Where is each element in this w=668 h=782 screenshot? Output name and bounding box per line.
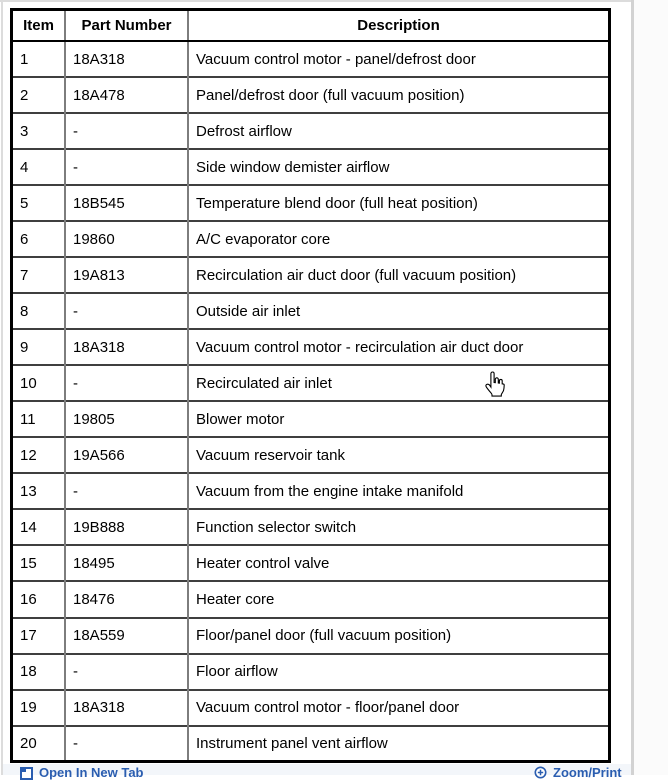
table-row — [13, 509, 608, 545]
description-cell: Recirculated air inlet — [188, 365, 608, 401]
frame-vertical-divider — [631, 0, 634, 775]
zoom-plus-icon — [534, 766, 547, 782]
item-cell: 10 — [13, 365, 65, 401]
table-row — [13, 473, 608, 509]
description-cell: Instrument panel vent airflow — [188, 726, 608, 760]
table-row — [13, 618, 608, 654]
header-item: Item — [13, 11, 65, 41]
description-cell: Floor/panel door (full vacuum position) — [188, 618, 608, 654]
new-tab-icon — [20, 767, 33, 780]
item-cell: 6 — [13, 221, 65, 257]
table-row — [13, 654, 608, 690]
part-number-cell: - — [65, 293, 188, 329]
table-row — [13, 149, 608, 185]
open-in-new-tab-link[interactable] — [20, 766, 144, 780]
description-cell: Outside air inlet — [188, 293, 608, 329]
description-cell: Heater core — [188, 581, 608, 617]
description-cell: Temperature blend door (full heat position) — [188, 185, 608, 221]
description-cell: Vacuum control motor - panel/defrost door — [188, 41, 608, 77]
item-cell: 15 — [13, 545, 65, 581]
item-cell: 13 — [13, 473, 65, 509]
item-cell: 9 — [13, 329, 65, 365]
item-cell: 4 — [13, 149, 65, 185]
table-row — [13, 545, 608, 581]
table-row — [13, 726, 608, 760]
description-cell: Vacuum control motor - recirculation air duct door — [188, 329, 608, 365]
part-number-cell: 18A478 — [65, 77, 188, 113]
part-number-cell: - — [65, 113, 188, 149]
part-number-cell: 18A318 — [65, 329, 188, 365]
open-in-new-tab-label: Open In New Tab — [39, 765, 144, 780]
item-cell: 8 — [13, 293, 65, 329]
table-row — [13, 257, 608, 293]
description-cell: Recirculation air duct door (full vacuum position) — [188, 257, 608, 293]
frame-top-border — [0, 0, 668, 2]
part-number-cell: - — [65, 654, 188, 690]
part-number-cell: 19860 — [65, 221, 188, 257]
part-number-cell: 19A813 — [65, 257, 188, 293]
part-number-cell: - — [65, 726, 188, 760]
item-cell: 3 — [13, 113, 65, 149]
description-cell: Function selector switch — [188, 509, 608, 545]
part-number-cell: 18B545 — [65, 185, 188, 221]
item-cell: 18 — [13, 654, 65, 690]
frame-left-border — [1, 0, 3, 775]
table-row — [13, 41, 608, 77]
table-row — [13, 690, 608, 726]
part-number-cell: 19805 — [65, 401, 188, 437]
part-number-cell: 18A318 — [65, 690, 188, 726]
table-row — [13, 401, 608, 437]
item-cell: 16 — [13, 581, 65, 617]
table-row — [13, 185, 608, 221]
hand-cursor-icon — [483, 370, 507, 398]
item-cell: 7 — [13, 257, 65, 293]
table-row — [13, 221, 608, 257]
table-row — [13, 113, 608, 149]
item-cell: 14 — [13, 509, 65, 545]
header-row — [13, 11, 608, 41]
item-cell: 1 — [20, 50, 29, 68]
item-cell: 11 — [13, 401, 65, 437]
part-number-cell: 19A566 — [65, 437, 188, 473]
part-number-cell: 19B888 — [65, 509, 188, 545]
table-row — [13, 365, 608, 401]
part-number-cell: - — [65, 365, 188, 401]
header-part-number: Part Number — [65, 11, 188, 41]
description-cell: Floor airflow — [188, 654, 608, 690]
part-number-cell: 18495 — [65, 545, 188, 581]
header-description: Description — [188, 11, 608, 41]
part-number-cell: 18476 — [65, 581, 188, 617]
description-cell: Heater control valve — [188, 545, 608, 581]
parts-table — [10, 8, 611, 763]
description-cell: Vacuum reservoir tank — [188, 437, 608, 473]
item-cell: 12 — [13, 437, 65, 473]
frame-right-gutter — [634, 0, 668, 775]
description-cell: Blower motor — [188, 401, 608, 437]
description-cell: A/C evaporator core — [188, 221, 608, 257]
description-cell: Defrost airflow — [188, 113, 608, 149]
description-cell: Panel/defrost door (full vacuum position) — [188, 77, 608, 113]
part-number-cell: 18A318 — [65, 41, 188, 77]
item-cell: 17 — [13, 618, 65, 654]
part-number-cell: - — [65, 473, 188, 509]
item-cell: 2 — [13, 77, 65, 113]
zoom-print-label: Zoom/Print — [553, 765, 622, 780]
table-row — [13, 581, 608, 617]
part-number-cell: - — [65, 149, 188, 185]
description-cell: Side window demister airflow — [188, 149, 608, 185]
item-cell: 19 — [13, 690, 65, 726]
table-row — [13, 293, 608, 329]
item-cell: 20 — [13, 726, 65, 760]
item-cell: 5 — [13, 185, 65, 221]
part-number-cell: 18A559 — [65, 618, 188, 654]
description-cell: Vacuum control motor - floor/panel door — [188, 690, 608, 726]
table-row — [13, 329, 608, 365]
table-row — [13, 77, 608, 113]
description-cell: Vacuum from the engine intake manifold — [188, 473, 608, 509]
zoom-print-link[interactable] — [534, 766, 622, 782]
table-row — [13, 437, 608, 473]
